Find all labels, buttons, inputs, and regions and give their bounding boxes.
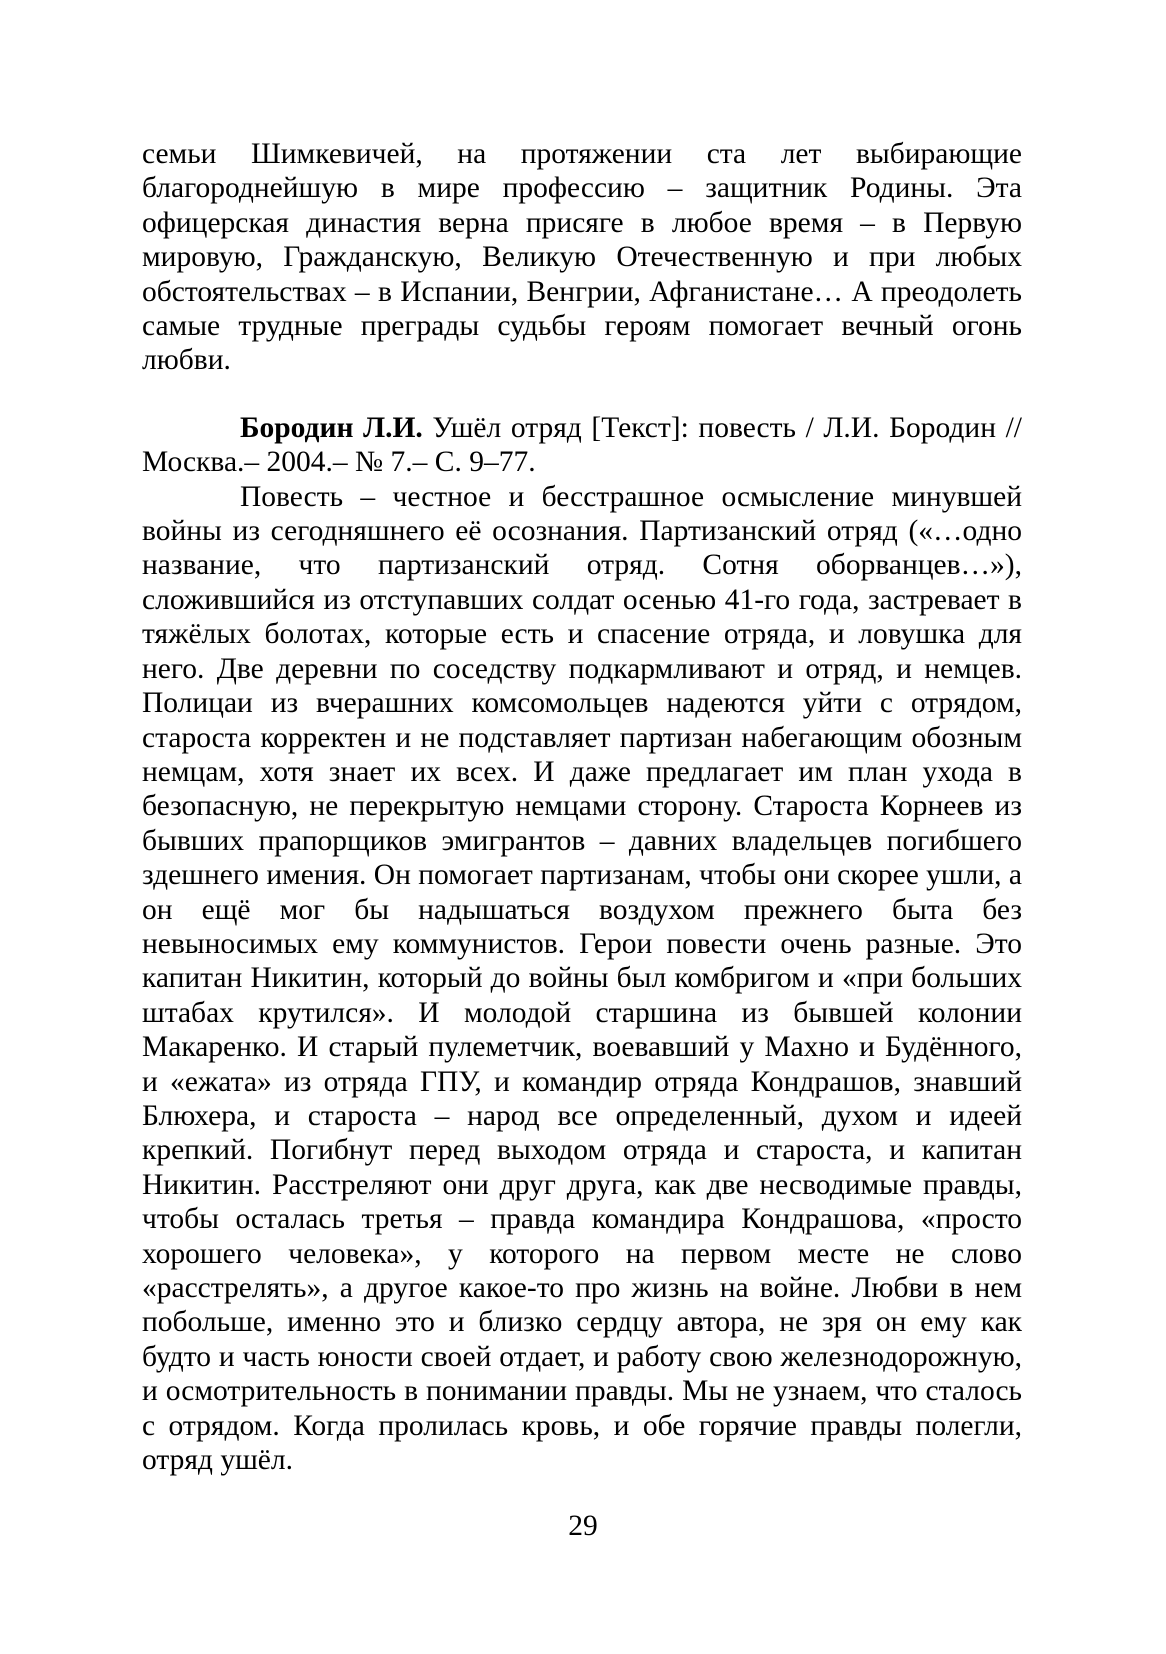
entry-annotation: Повесть – честное и бесстрашное осмысление минувшей войны из сегодняшнего её осознания. Партизанский отряд («…одно название, что партизанский отряд. Сотня оборванцев…»), сложившийся из отступавших солдат осенью 41-го года, застревает в тяжёлых болотах, которые есть и спасение отряда, и ловушка для него. Две деревни по соседству подкармливают и отряд, и немцев. Полицаи из вчерашних комсомольцев надеются уйти с отрядом, староста корректен и не подставляет партизан набегающим обозным немцам, хотя знает их всех. И даже предлагает им план ухода в безопасную, не перекрытую немцами сторону. Староста Корнеев из бывших прапорщиков эмигрантов – давних владельцев погибшего здешнего имения. Он помогает партизанам, чтобы они скорее ушли, а он ещё мог бы надышаться воздухом прежнего быта без невыносимых ему коммунистов. Герои повести очень разные. Это капитан Никитин, который до войны был комбригом и «при больших штабах крутился». И молодой старшина из бывшей колонии Макаренко. И старый пулеметчик, воевавший у Махно и Будённого, и «ежата» из отряда ГПУ, и командир отряда Кондрашов, знавший Блюхера, и староста – народ все определенный, духом и идеей крепкий. Погибнут перед выходом отряда и староста, и капитан Никитин. Расстреляют они друг друга, как две несводимые правды, чтобы осталась третья – правда командира Кондрашова, «просто хорошего человека», у которого на первом месте не слово «расстрелять», а другое какое-то про жизнь на войне. Любви в нем побольше, именно это и близко сердцу автора, не зря он ему как будто и часть юности своей отдает, и работу свою железнодорожную, и осмотрительность в понимании правды. Мы не узнаем, что сталось с отрядом. Когда пролилась кровь, и обе горячие правды полегли, отряд ушёл. — [142, 480, 1022, 1477]
paragraph-spacer — [142, 378, 1022, 411]
document-page — [142, 137, 1022, 1477]
entry-citation: Ушёл отряд [Текст]: повесть / Л.И. Бородин // Москва.– 2004.– № 7.– С. 9–77. — [142, 411, 1022, 479]
entry-author: Бородин Л.И. — [240, 411, 423, 444]
continuation-paragraph: семьи Шимкевичей, на протяжении ста лет выбирающие благороднейшую в мире профессию – защитник Родины. Эта офицерская династия верна присяге в любое время – в Первую мировую, Гражданскую, Великую Отечественную и при любых обстоятельствах – в Испании, Венгрии, Афганистане… А преодолеть самые трудные преграды судьбы героям помогает вечный огонь любви. — [142, 138, 1022, 377]
page-number: 29 — [568, 1510, 598, 1542]
bibliographic-entry — [142, 411, 1022, 480]
